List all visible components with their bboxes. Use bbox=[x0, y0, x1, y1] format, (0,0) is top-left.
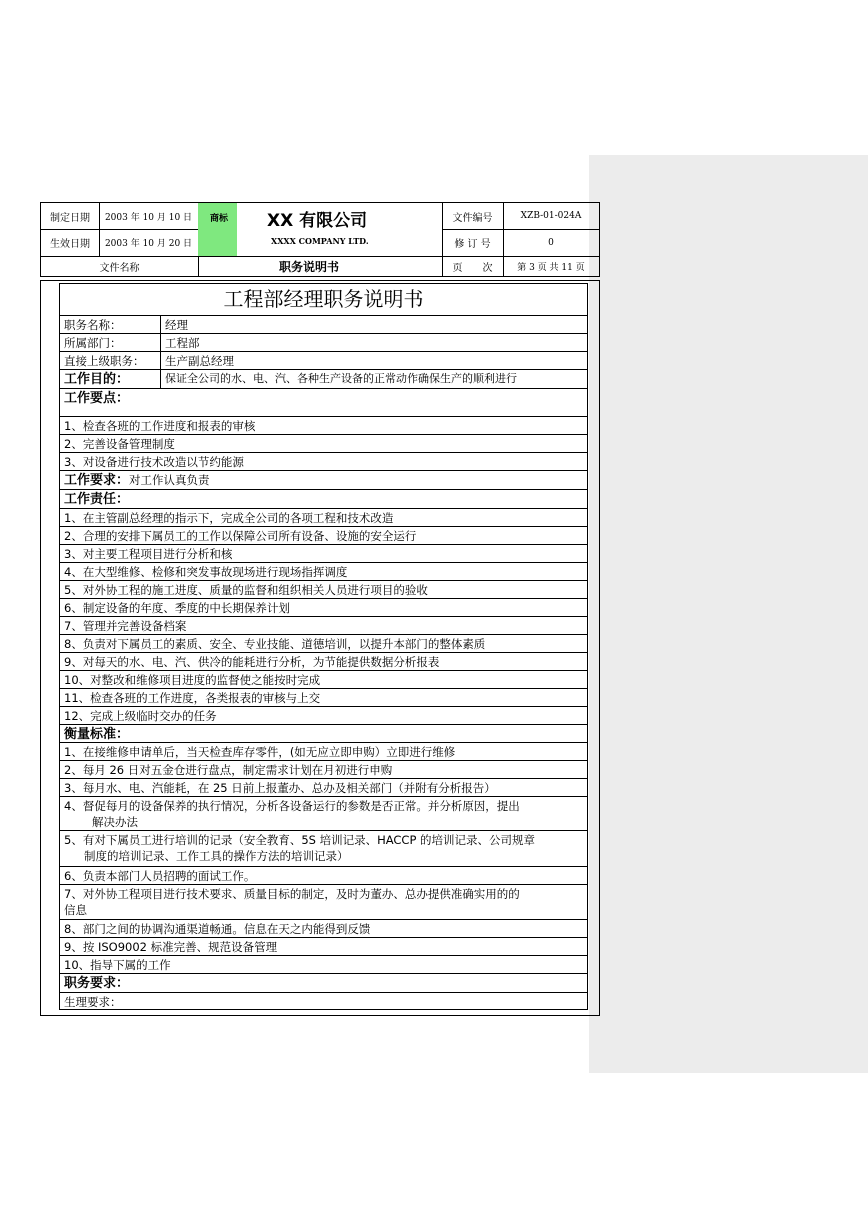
revision-label: 修 订 号 bbox=[454, 239, 491, 250]
duty-item: 2、合理的安排下属员工的工作以保障公司所有设备、设施的安全运行 bbox=[59, 526, 588, 544]
page-value: 第 3 页 共 11 页 bbox=[517, 262, 585, 273]
company-name: XX 有限公司 bbox=[267, 211, 368, 231]
duty-item: 8、负责对下属员工的素质、安全、专业技能、道德培训，以提升本部门的整体素质 bbox=[59, 634, 588, 652]
standard-item: 1、在接维修申请单后，当天检查库存零件，(如无应立即申购）立即进行维修 bbox=[59, 742, 588, 760]
document-header-table bbox=[40, 202, 600, 277]
margin-comment-panel bbox=[589, 155, 868, 1073]
standard-item bbox=[59, 796, 588, 830]
company-name-en: XXXX COMPANY LTD. bbox=[271, 236, 369, 246]
duty-item: 4、在大型维修、检修和突发事故现场进行现场指挥调度 bbox=[59, 562, 588, 580]
duty-item: 12、完成上级临时交办的任务 bbox=[59, 706, 588, 724]
standard-item-line: 信息 bbox=[64, 903, 87, 917]
file-name-value: 职务说明书 bbox=[279, 260, 340, 274]
position-label: 职务名称： bbox=[60, 316, 161, 333]
keypoint-item: 3、对设备进行技术改造以节约能源 bbox=[59, 452, 588, 470]
duty-item: 11、检查各班的工作进度，各类报表的审核与上交 bbox=[59, 688, 588, 706]
superior-value: 生产副总经理 bbox=[165, 354, 234, 368]
trademark-label: 商标 bbox=[210, 214, 229, 224]
standard-item: 10、指导下属的工作 bbox=[59, 955, 588, 973]
standard-item: 9、按 ISO9002 标准完善、规范设备管理 bbox=[59, 937, 588, 955]
superior-row bbox=[59, 351, 588, 369]
standard-item: 8、部门之间的协调沟通渠道畅通。信息在天之内能得到反馈 bbox=[59, 919, 588, 937]
standard-item bbox=[59, 884, 588, 919]
standard-item-line: 解决办法 bbox=[92, 815, 138, 829]
job-description-table bbox=[59, 283, 588, 1010]
duty-item: 3、对主要工程项目进行分析和核 bbox=[59, 544, 588, 562]
duty-item: 5、对外协工程的施工进度、质量的监督和组织相关人员进行项目的验收 bbox=[59, 580, 588, 598]
job-requirements-heading: 职务要求： bbox=[59, 973, 588, 992]
superior-label: 直接上级职务： bbox=[60, 352, 161, 369]
file-name-label: 文件名称 bbox=[99, 262, 140, 274]
keypoint-item: 1、检查各班的工作进度和报表的审核 bbox=[59, 416, 588, 434]
requirement-heading: 工作要求： bbox=[64, 473, 130, 488]
standard-item-line: 4、督促每月的设备保养的执行情况，分析各设备运行的参数是否正常。并分析原因，提出 bbox=[64, 799, 520, 813]
goal-value: 保证全公司的水、电、汽、各种生产设备的正常动作确保生产的顺利进行 bbox=[165, 372, 517, 385]
duty-item: 7、管理并完善设备档案 bbox=[59, 616, 588, 634]
trademark-logo-box bbox=[198, 203, 237, 256]
requirement-row bbox=[59, 470, 588, 489]
duty-item: 10、对整改和维修项目进度的监督使之能按时完成 bbox=[59, 670, 588, 688]
department-value: 工程部 bbox=[165, 336, 200, 350]
department-row bbox=[59, 333, 588, 351]
duty-item: 1、在主管副总经理的指示下，完成全公司的各项工程和技术改造 bbox=[59, 508, 588, 526]
goal-row bbox=[59, 369, 588, 388]
goal-label: 工作目的： bbox=[60, 370, 161, 388]
page-label: 页 次 bbox=[452, 262, 493, 274]
standard-item: 3、每月水、电、汽能耗，在 25 日前上报董办、总办及相关部门（并附有分析报告） bbox=[59, 778, 588, 796]
file-number-label: 文件编号 bbox=[452, 212, 493, 224]
created-date-label: 制定日期 bbox=[50, 212, 90, 224]
standard-item-line: 7、对外协工程项目进行技术要求、质量目标的制定，及时为董办、总办提供准确实用的的 bbox=[64, 887, 520, 901]
document-title: 工程部经理职务说明书 bbox=[59, 283, 588, 315]
effective-date-label: 生效日期 bbox=[50, 239, 90, 250]
position-value: 经理 bbox=[165, 318, 188, 332]
department-label: 所属部门： bbox=[60, 334, 161, 351]
standard-item bbox=[59, 830, 588, 866]
requirement-text: 对工作认真负责 bbox=[129, 473, 210, 487]
standard-item-line: 5、有对下属员工进行培训的记录（安全教育、5S 培训记录、HACCP 的培训记录、公司规章 bbox=[64, 833, 536, 847]
standard-item: 6、负责本部门人员招聘的面试工作。 bbox=[59, 866, 588, 884]
duty-item: 6、制定设备的年度、季度的中长期保养计划 bbox=[59, 598, 588, 616]
created-date-value: 2003 年 10 月 10 日 bbox=[104, 212, 193, 223]
standard-item-line: 制度的培训记录、工作工具的操作方法的培训记录） bbox=[84, 849, 349, 863]
duties-heading: 工作责任： bbox=[59, 489, 588, 508]
keypoints-heading: 工作要点： bbox=[59, 388, 588, 416]
position-row bbox=[59, 315, 588, 333]
standards-heading: 衡量标准： bbox=[59, 724, 588, 742]
revision-value: 0 bbox=[548, 237, 554, 248]
duty-item: 9、对每天的水、电、汽、供冷的能耗进行分析，为节能提供数据分析报表 bbox=[59, 652, 588, 670]
physiological-requirement-label: 生理要求： bbox=[59, 992, 588, 1010]
keypoint-item: 2、完善设备管理制度 bbox=[59, 434, 588, 452]
file-number-value: XZB-01-024A bbox=[520, 211, 582, 221]
standard-item: 2、每月 26 日对五金仓进行盘点，制定需求计划在月初进行申购 bbox=[59, 760, 588, 778]
effective-date-value: 2003 年 10 月 20 日 bbox=[104, 239, 193, 249]
